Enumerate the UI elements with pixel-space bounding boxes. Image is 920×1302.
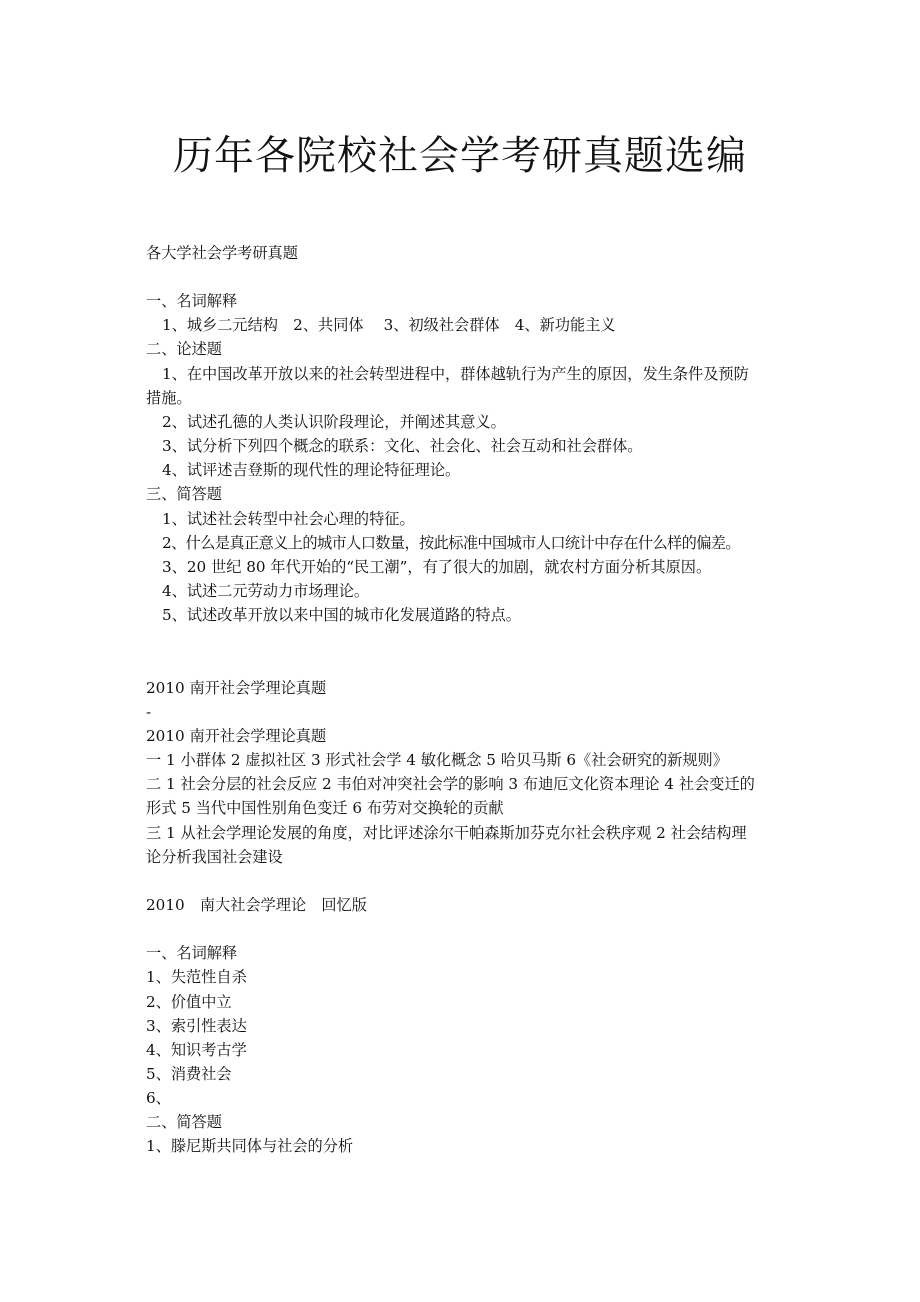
part-heading: 三、简答题 bbox=[146, 485, 222, 503]
question-text: 三 1 从社会学理论发展的角度，对比评述涂尔干帕森斯加芬克尔社会秩序观 2 社会结构理 bbox=[146, 824, 747, 842]
term-list: 1、城乡二元结构 2、共同体 3、初级社会群体 4、新功能主义 bbox=[162, 316, 616, 334]
question-text: 3、20 世纪 80 年代开始的“民工潮”，有了很大的加剧，就农村方面分析其原因。 bbox=[162, 558, 712, 576]
part-heading: 一、名词解释 bbox=[146, 292, 238, 310]
question-text: 2、什么是真正意义上的城市人口数量，按此标准中国城市人口统计中存在什么样的偏差。 bbox=[162, 534, 740, 552]
term-item: 4、知识考古学 bbox=[146, 1041, 247, 1059]
term-item: 6、 bbox=[146, 1089, 171, 1107]
separator-dash: - bbox=[146, 703, 152, 721]
term-item: 3、索引性表达 bbox=[146, 1017, 247, 1035]
part-heading: 二、论述题 bbox=[146, 340, 222, 358]
question-text: 1、滕尼斯共同体与社会的分析 bbox=[146, 1137, 354, 1155]
part-heading: 一、名词解释 bbox=[146, 944, 238, 962]
question-text: 1、试述社会转型中社会心理的特征。 bbox=[162, 510, 415, 528]
question-text: 一 1 小群体 2 虚拟社区 3 形式社会学 4 敏化概念 5 哈贝马斯 6《社会研究的新规则》 bbox=[146, 751, 728, 769]
question-text: 2、试述孔德的人类认识阶段理论，并阐述其意义。 bbox=[162, 413, 506, 431]
part-heading: 二、简答题 bbox=[146, 1113, 222, 1131]
question-text-continued: 形式 5 当代中国性别角色变迁 6 布劳对交换轮的贡献 bbox=[146, 799, 504, 817]
question-text: 4、试述二元劳动力市场理论。 bbox=[162, 582, 370, 600]
term-item: 5、消费社会 bbox=[146, 1065, 232, 1083]
document-title: 历年各院校社会学考研真题选编 bbox=[173, 133, 747, 179]
section-heading: 2010 南大社会学理论 回忆版 bbox=[146, 896, 367, 914]
question-text-continued: 措施。 bbox=[146, 389, 192, 407]
section-heading: 2010 南开社会学理论真题 bbox=[146, 679, 327, 697]
section-heading: 2010 南开社会学理论真题 bbox=[146, 727, 327, 745]
question-text: 1、在中国改革开放以来的社会转型进程中，群体越轨行为产生的原因，发生条件及预防 bbox=[162, 365, 749, 383]
question-text: 4、试评述吉登斯的现代性的理论特征理论。 bbox=[162, 461, 461, 479]
question-text: 3、试分析下列四个概念的联系：文化、社会化、社会互动和社会群体。 bbox=[162, 437, 643, 455]
question-text: 二 1 社会分层的社会反应 2 韦伯对冲突社会学的影响 3 布迪厄文化资本理论 4 社会变迁的 bbox=[146, 775, 755, 793]
term-item: 1、失范性自杀 bbox=[146, 968, 247, 986]
section-heading: 各大学社会学考研真题 bbox=[146, 244, 298, 262]
term-item: 2、价值中立 bbox=[146, 993, 232, 1011]
question-text: 5、试述改革开放以来中国的城市化发展道路的特点。 bbox=[162, 606, 521, 624]
question-text-continued: 论分析我国社会建设 bbox=[146, 848, 283, 866]
